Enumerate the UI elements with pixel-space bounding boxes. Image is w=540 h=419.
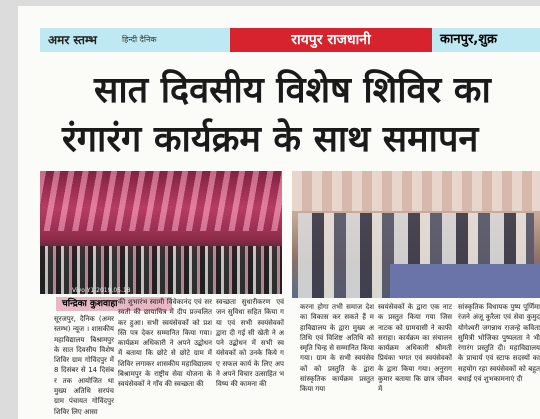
headline-line-1: सात दिवसीय विशेष शिविर का (94, 70, 491, 111)
article-column-4: करना होगा तभी समाज देश का विकास कर सकते हैं महाविद्यालय के द्वारा मुख्य अतिथि एवं विशिष्ट अतिथि को स्मृति चिन्ह से सम्मानित किया गया। ग्राम के सभी स्वयंसेवकों को प्रस्तुति के द्वारा सांस्कृतिक कार्यक्रम प्रस्तुत किया गया (300, 303, 374, 394)
photo-timestamp: Vivo Y1 2019.05.18 (72, 287, 131, 294)
article-column-6: सांस्कृतिक विधायक पुष्प पूर्णिमा रंजने अंजू कुरैला एवं सेवा कुमुद योगेश्वरी जगन्नाथ राजन्हे कविता सुमित्री भोजिका पुष्पलता ने भी रंगारंग प्रस्तुति दी। महाविद्यालय के प्राचार्य एवं स्टाफ सदस्यों का सहयोग रहा स्वयंसेवकों को बहुत बधाई एवं शुभकामनाएं दी (458, 303, 540, 384)
tent-canopy (40, 171, 282, 231)
edition-label: कानपुर,शुक्र (432, 28, 540, 52)
newspaper-page (18, 6, 540, 419)
masthead-left (40, 28, 230, 52)
article-column-3: स्वच्छता सुधारीकरण एवं जन सुविधा सहित किया गया एवं सभी स्वयंसेवकों द्वारा दी गई सी खेती ने अपने उद्बोधन में सभी स्वयंसेवकों को उनके किये गए सफल कार्य के लिए अपने अपने विचार उत्साहित भविष्य की कामना की (216, 298, 284, 389)
paper-tagline: हिन्दी दैनिक (122, 35, 157, 44)
event-photo-stage (40, 171, 282, 294)
article-column-2: की शुभारंभ स्वामी विवेकानंद एवं सरस्वती की छायाचित्र में दीप प्रज्वलित कर हुआ। सभी स्वयंसेवकों को प्रशस्ति पत्र देकर सम्मानित किया गया। कार्यक्रम अधिकारी ने अपने उद्बोधन में बताया कि छोटे से छोटे ग्राम में शिविर लगाकर शासकीय महाविद्यालय बिश्रामपुर के राष्ट्रीय सेवा योजना के स्वयंसेवकों ने गाँव की स्वच्छता की (118, 298, 212, 389)
section-title: रायपुर राजधानी (230, 28, 432, 52)
article-column-5: स्वयंसेवकों के द्वारा एक नाटक प्रस्तुत किया गया जिस नाटक को ग्रामवासी ने काफी सराहा। कार्यक्रम का संचालन कार्यक्रम अधिकारी श्रीमती प्रियंका भगत एवं स्वयंसेवकों के द्वारा किया गया। अनुराग कुमार बताया कि छात्र जीवन में (378, 303, 452, 394)
paper-name: अमर स्तम्भ (48, 33, 97, 47)
headline-line-2: रंगारंग कार्यक्रम के साथ समापन (62, 119, 479, 160)
event-photo-felicitation (292, 171, 540, 298)
masthead (18, 28, 540, 52)
article-column-1: सूरजपुर, दैनिक (अमर स्तम्भ) न्यूज । शासकीय महाविद्यालय बिश्रामपुर के सात दिवसीय विशेष शिविर ग्राम गोविंदपुर में 8 दिसंबर से 14 दिसंबर तक आयोजित था मुख्य अतिथि सरपंच ग्राम पंचायत गोविंदपुर शिविर लिए आसा (54, 315, 114, 416)
byline: चन्द्रिका कुशवाहा (56, 297, 172, 311)
dais-table (390, 264, 540, 298)
stage-backdrop (292, 171, 540, 211)
